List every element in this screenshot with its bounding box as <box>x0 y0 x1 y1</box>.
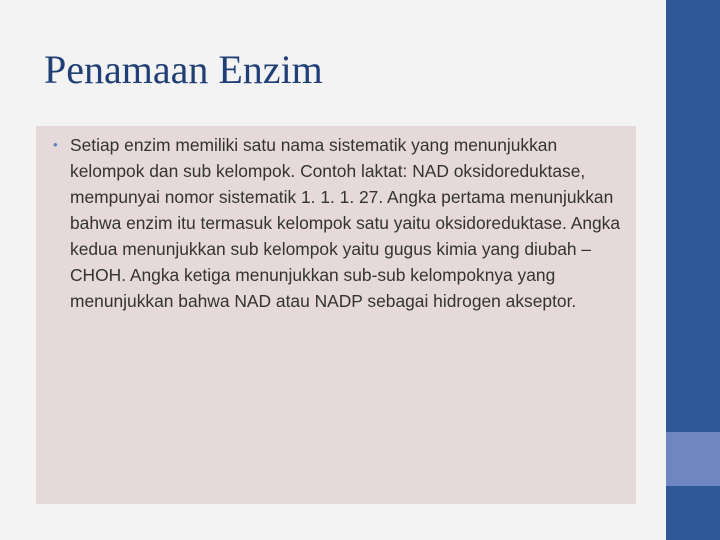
slide-title: Penamaan Enzim <box>44 47 323 92</box>
sidebar-accent-block <box>666 432 720 486</box>
bullet-item <box>53 132 622 314</box>
content-box <box>36 126 636 504</box>
bullet-dot-icon: • <box>53 137 58 152</box>
bullet-text: Setiap enzim memiliki satu nama sistematik yang menunjukkan kelompok dan sub kelompok. Contoh laktat: NAD oksidoreduktase, mempunyai nomor sistematik 1. 1. 1. 27. Angka pertama menunjukkan bahwa enzim itu termasuk kelompok satu yaitu oksidoreduktase. Angka kedua menunjukkan sub kelompok yaitu gugus kimia yang diubah – CHOH. Angka ketiga menunjukkan sub-sub kelompoknya yang menunjukkan bahwa NAD atau NADP sebagai hidrogen akseptor. <box>70 135 621 311</box>
